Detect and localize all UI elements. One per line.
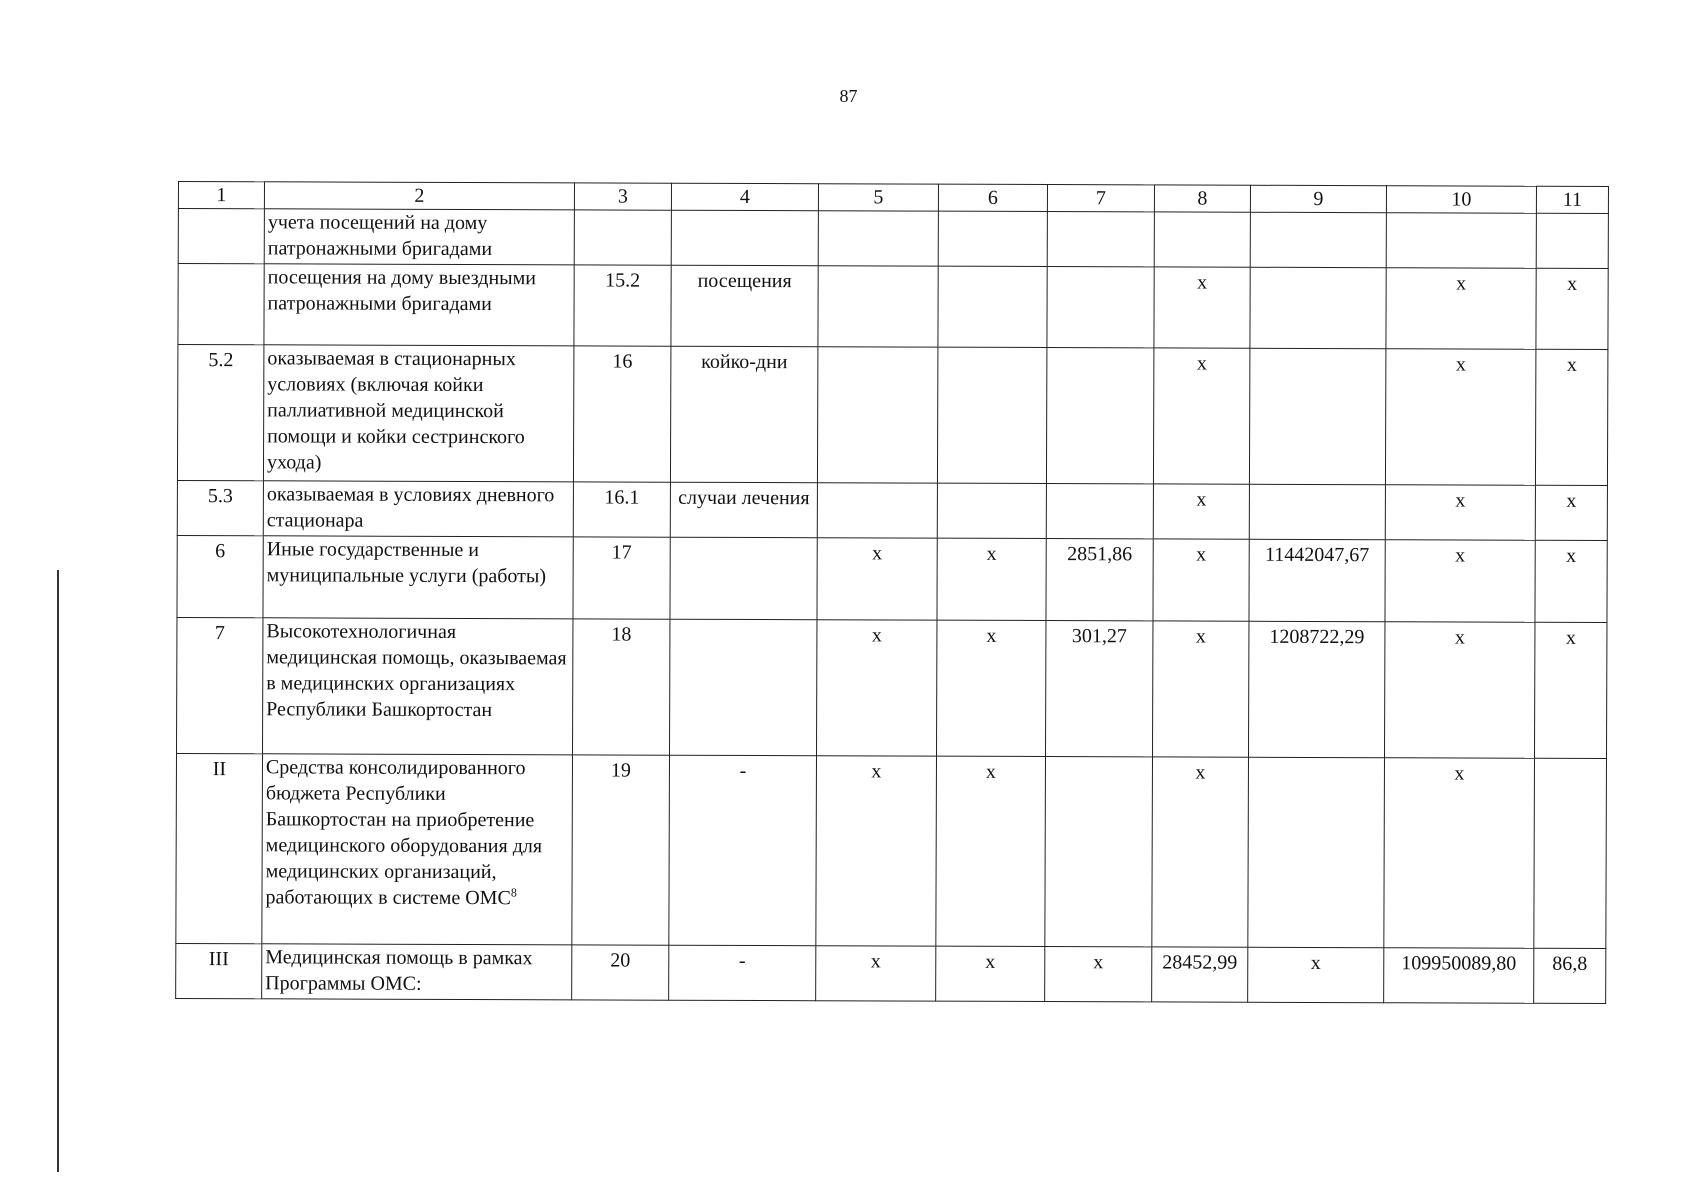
value-cell: х — [936, 756, 1046, 946]
unit-cell: - — [669, 945, 816, 1001]
value-cell — [1046, 484, 1153, 539]
value-cell — [1047, 212, 1154, 267]
value-cell: х — [937, 538, 1046, 620]
value-cell: х — [1154, 267, 1250, 348]
value-cell — [1154, 212, 1250, 267]
row-number-cell — [178, 264, 264, 345]
row-name-cell — [262, 754, 573, 945]
value-cell — [1386, 213, 1536, 269]
data-table — [175, 181, 1609, 1004]
table-row — [176, 943, 1606, 1003]
table-row — [177, 617, 1607, 758]
row-name-cell: Высокотехнологичная медицинская помощь, оказываемая в медицинских организациях Республики Башкортостан — [263, 618, 573, 755]
header-cell: 10 — [1386, 186, 1536, 214]
row-code-cell: 19 — [572, 755, 670, 945]
unit-cell: - — [669, 755, 817, 946]
header-cell: 3 — [574, 183, 671, 210]
row-name-cell: оказываемая в стационарных условиях (включая койки паллиативной медицинской помощи и койки сестринского ухода) — [263, 345, 573, 482]
header-cell: 1 — [178, 182, 264, 209]
row-number-cell — [178, 209, 264, 264]
value-cell — [938, 211, 1047, 266]
row-name-cell: Медицинская помощь в рамках Программы ОМС: — [262, 944, 572, 1000]
value-cell: х — [817, 538, 937, 620]
table-row — [178, 209, 1608, 269]
table-row — [177, 345, 1607, 486]
unit-cell — [671, 210, 818, 266]
value-cell: 301,27 — [1045, 621, 1152, 757]
value-cell — [817, 483, 937, 538]
header-cell: 6 — [938, 184, 1047, 211]
row-name-cell: учета посещений на дому патронажными бригадами — [264, 209, 574, 265]
value-cell — [1249, 348, 1385, 484]
value-cell — [937, 483, 1046, 538]
value-cell: 11442047,67 — [1249, 539, 1385, 621]
value-cell: х — [1386, 268, 1536, 350]
row-code-cell: 17 — [573, 537, 670, 619]
row-number-cell: 5.2 — [177, 345, 263, 481]
unit-cell: койко-дни — [670, 346, 817, 483]
footnote-marker: 8 — [510, 885, 517, 900]
row-number-cell: 5.3 — [177, 480, 263, 535]
margin-line — [57, 570, 59, 1172]
value-cell — [818, 266, 938, 347]
value-cell: х — [1535, 485, 1607, 540]
row-code-cell: 16.1 — [573, 482, 670, 537]
value-cell: 28452,99 — [1152, 947, 1248, 1002]
value-cell — [1534, 758, 1607, 948]
value-cell: х — [1385, 540, 1535, 623]
value-cell: х — [1535, 349, 1607, 485]
header-cell: 9 — [1250, 185, 1386, 212]
table-row — [177, 480, 1607, 540]
value-cell — [1536, 213, 1608, 268]
value-cell — [938, 266, 1047, 347]
table-row — [177, 535, 1607, 622]
row-name-cell: посещения на дому выездными патронажными бригадами — [264, 264, 574, 346]
value-cell: х — [816, 946, 936, 1001]
value-cell: х — [1248, 947, 1384, 1002]
row-code-cell: 15.2 — [574, 265, 671, 346]
page-number: 87 — [839, 86, 858, 106]
header-cell: 4 — [671, 183, 818, 211]
row-code-cell: 16 — [573, 346, 670, 482]
unit-cell — [669, 619, 816, 756]
value-cell — [1047, 267, 1154, 348]
value-cell — [1045, 757, 1153, 947]
value-cell: х — [1152, 757, 1249, 947]
row-name-text: Средства консолидированного бюджета Республики Башкортостан на приобретение медицинского оборудования для медицинских организаций, работающих в системе ОМС — [265, 756, 543, 910]
row-code-cell: 20 — [572, 945, 669, 1000]
table-row — [176, 753, 1607, 948]
header-cell: 7 — [1047, 185, 1154, 212]
value-cell: х — [1152, 621, 1248, 757]
value-cell: х — [1384, 622, 1534, 759]
value-cell — [1248, 757, 1385, 947]
value-cell — [937, 347, 1046, 483]
row-number-cell: II — [176, 753, 263, 943]
row-number-cell: III — [176, 943, 262, 998]
value-cell: х — [936, 946, 1045, 1001]
value-cell: х — [1536, 268, 1608, 349]
value-cell — [1250, 267, 1386, 348]
value-cell — [1046, 348, 1153, 484]
row-code-cell: 18 — [572, 619, 669, 755]
table-row — [178, 264, 1608, 350]
value-cell: х — [1535, 540, 1607, 622]
header-cell: 2 — [264, 182, 574, 210]
value-cell: х — [1153, 484, 1249, 539]
row-name-cell: оказываемая в условиях дневного стационара — [263, 481, 573, 537]
value-cell: х — [1153, 539, 1249, 621]
value-cell: х — [1045, 947, 1152, 1002]
value-cell: 2851,86 — [1046, 539, 1153, 621]
unit-cell: посещения — [671, 265, 818, 347]
value-cell — [817, 347, 937, 483]
value-cell: х — [936, 620, 1045, 756]
header-cell: 11 — [1536, 186, 1608, 213]
value-cell: х — [1384, 758, 1535, 949]
row-number-cell: 7 — [177, 617, 263, 753]
value-cell: х — [816, 756, 937, 946]
value-cell: х — [1385, 485, 1535, 541]
header-cell: 8 — [1154, 185, 1250, 212]
value-cell: 1208722,29 — [1248, 621, 1384, 757]
value-cell: х — [1153, 348, 1249, 484]
row-code-cell — [574, 210, 671, 265]
header-cell: 5 — [818, 184, 938, 211]
value-cell — [818, 211, 938, 266]
row-name-cell: Иные государственные и муниципальные услуги (работы) — [263, 536, 573, 619]
value-cell — [1249, 484, 1385, 539]
unit-cell — [670, 537, 817, 620]
unit-cell: случаи лечения — [670, 482, 817, 538]
value-cell: х — [816, 620, 936, 756]
row-number-cell: 6 — [177, 535, 263, 617]
value-cell: 86,8 — [1534, 948, 1606, 1003]
value-cell: х — [1385, 349, 1535, 486]
value-cell — [1250, 212, 1386, 267]
value-cell: х — [1534, 622, 1606, 758]
value-cell: 109950089,80 — [1384, 948, 1534, 1004]
